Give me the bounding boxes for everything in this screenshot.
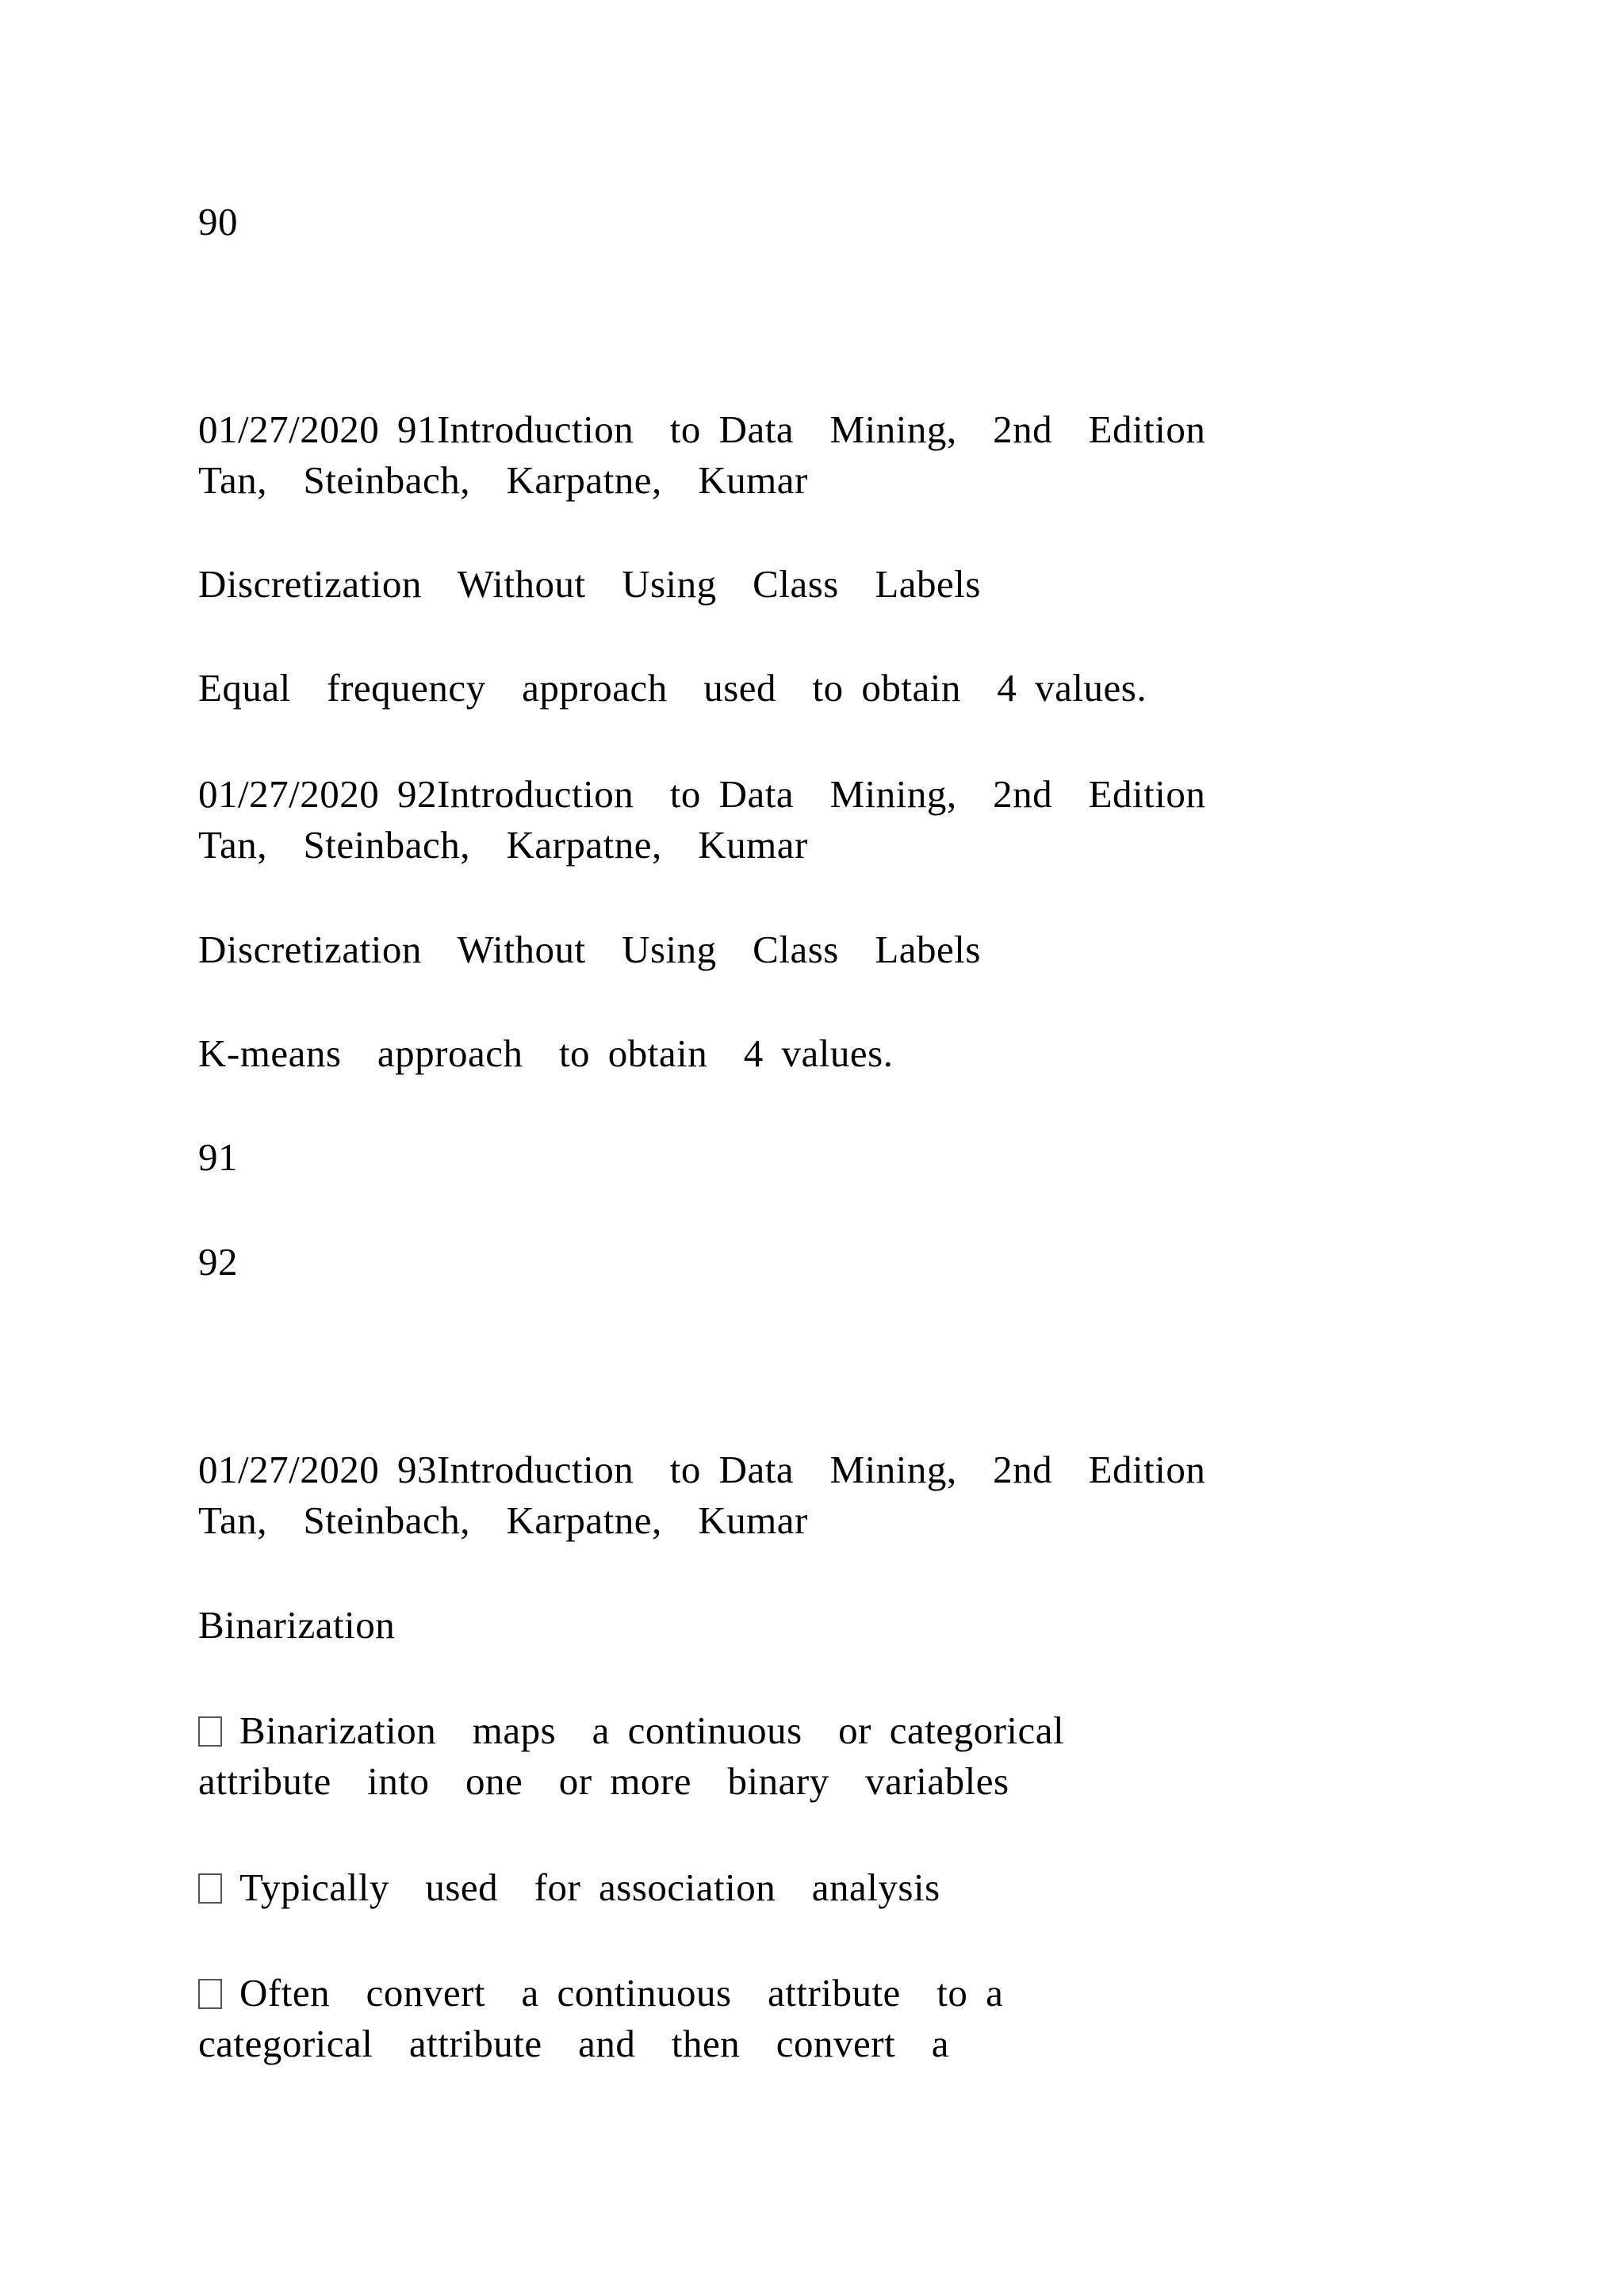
bullet-item	[198, 1705, 1064, 1756]
slide-title: Discretization Without Using Class Labels	[198, 928, 981, 971]
slide-header: 01/27/2020 93Introduction to Data Mining, 2nd Edition	[198, 1448, 1206, 1491]
bullet-icon	[198, 1873, 222, 1904]
bullet-icon	[198, 1716, 222, 1747]
bullet-item	[198, 1968, 1003, 2019]
slide-authors: Tan, Steinbach, Karpatne, Kumar	[198, 458, 808, 502]
page-number: 90	[198, 200, 238, 243]
bullet-text: Typically used for association analysis	[239, 1866, 940, 1909]
body-text: categorical attribute and then convert a	[198, 2022, 949, 2065]
slide-header: 01/27/2020 92Introduction to Data Mining, 2nd Edition	[198, 772, 1206, 816]
bullet-icon	[198, 1979, 222, 2009]
slide-authors: Tan, Steinbach, Karpatne, Kumar	[198, 1498, 808, 1542]
slide-title: Discretization Without Using Class Labels	[198, 562, 981, 606]
page-number: 91	[198, 1135, 238, 1179]
page-number: 92	[198, 1240, 238, 1284]
bullet-item	[198, 1862, 940, 1913]
body-text: Equal frequency approach used to obtain 4 values.	[198, 666, 1147, 710]
slide-authors: Tan, Steinbach, Karpatne, Kumar	[198, 823, 808, 867]
bullet-text: Binarization maps a continuous or categorical	[239, 1709, 1065, 1752]
slide-title: Binarization	[198, 1603, 396, 1647]
body-text: K-means approach to obtain 4 values.	[198, 1031, 894, 1075]
bullet-text: Often convert a continuous attribute to a	[239, 1971, 1004, 2015]
body-text: attribute into one or more binary variables	[198, 1759, 1009, 1803]
slide-header: 01/27/2020 91Introduction to Data Mining, 2nd Edition	[198, 408, 1206, 451]
